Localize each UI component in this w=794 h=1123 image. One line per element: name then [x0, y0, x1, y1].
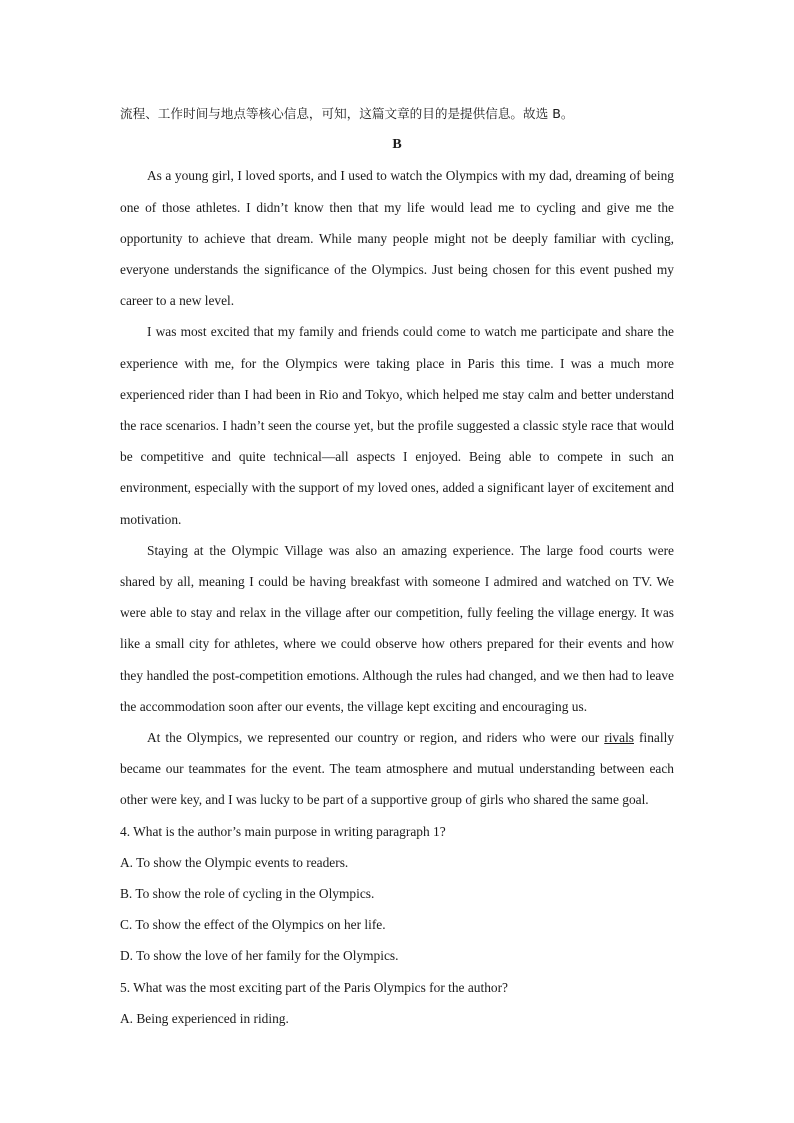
document-page	[120, 98, 674, 1034]
question-4-option-a: A. To show the Olympic events to readers.	[120, 854, 349, 870]
paragraph-2: I was most excited that my family and friends could come to watch me participate and share the experience with me, for the Olympics were taking place in Paris this time. I was a much more experienced rider than I had been in Rio and Tokyo, which helped me stay calm and better understand the race scenarios. I hadn’t seen the course yet, but the profile suggested a classic style race that would be competitive and quite technical—all aspects I enjoyed. Being able to compete in such an environment, especially with the support of my loved ones, added a significant layer of excitement and motivation.	[120, 324, 674, 527]
question-5-option-a: A. Being experienced in riding.	[120, 1010, 289, 1026]
section-label: B	[392, 137, 402, 153]
question-4-option-c: C. To show the effect of the Olympics on her life.	[120, 917, 386, 933]
question-4: 4. What is the author’s main purpose in writing paragraph 1?	[120, 823, 446, 839]
question-4-option-d: D. To show the love of her family for the Olympics.	[120, 948, 399, 964]
question-4-option-b: B. To show the role of cycling in the Olympics.	[120, 886, 375, 902]
paragraph-1: As a young girl, I loved sports, and I used to watch the Olympics with my dad, dreaming of being one of those athletes. I didn’t know then that my life would lead me to cycling and give me the opportunity to achieve that dream. While many people might not be deeply familiar with cycling, everyone understands the significance of the Olympics. Just being chosen for this event pushed my career to a new level.	[120, 168, 674, 309]
paragraph-4-text-before: At the Olympics, we represented our country or region, and riders who were our	[147, 730, 605, 746]
paragraph-4	[120, 722, 674, 816]
paragraph-3: Staying at the Olympic Village was also an amazing experience. The large food courts were shared by all, meaning I could be having breakfast with someone I admired and watched on TV. We were able to stay and relax in the village after our competition, fully feeling the village energy. It was like a small city for athletes, where we could observe how others prepared for their events and how they handled the post-competition emotions. Although the rules had changed, and we then had to leave the accommodation soon after our events, the village kept exciting and encouraging us.	[120, 542, 674, 714]
question-5: 5. What was the most exciting part of the Paris Olympics for the author?	[120, 979, 508, 995]
paragraph-4-text-after: finally became our teammates for the event. The team atmosphere and mutual understanding between each other were key, and I was lucky to be part of a supportive group of girls who shared the same goal.	[120, 730, 674, 808]
underlined-word-rivals: rivals	[604, 730, 634, 746]
answer-explanation-line: 流程、工作时间与地点等核心信息，可知，这篇文章的目的是提供信息。故选 B。	[120, 106, 574, 121]
